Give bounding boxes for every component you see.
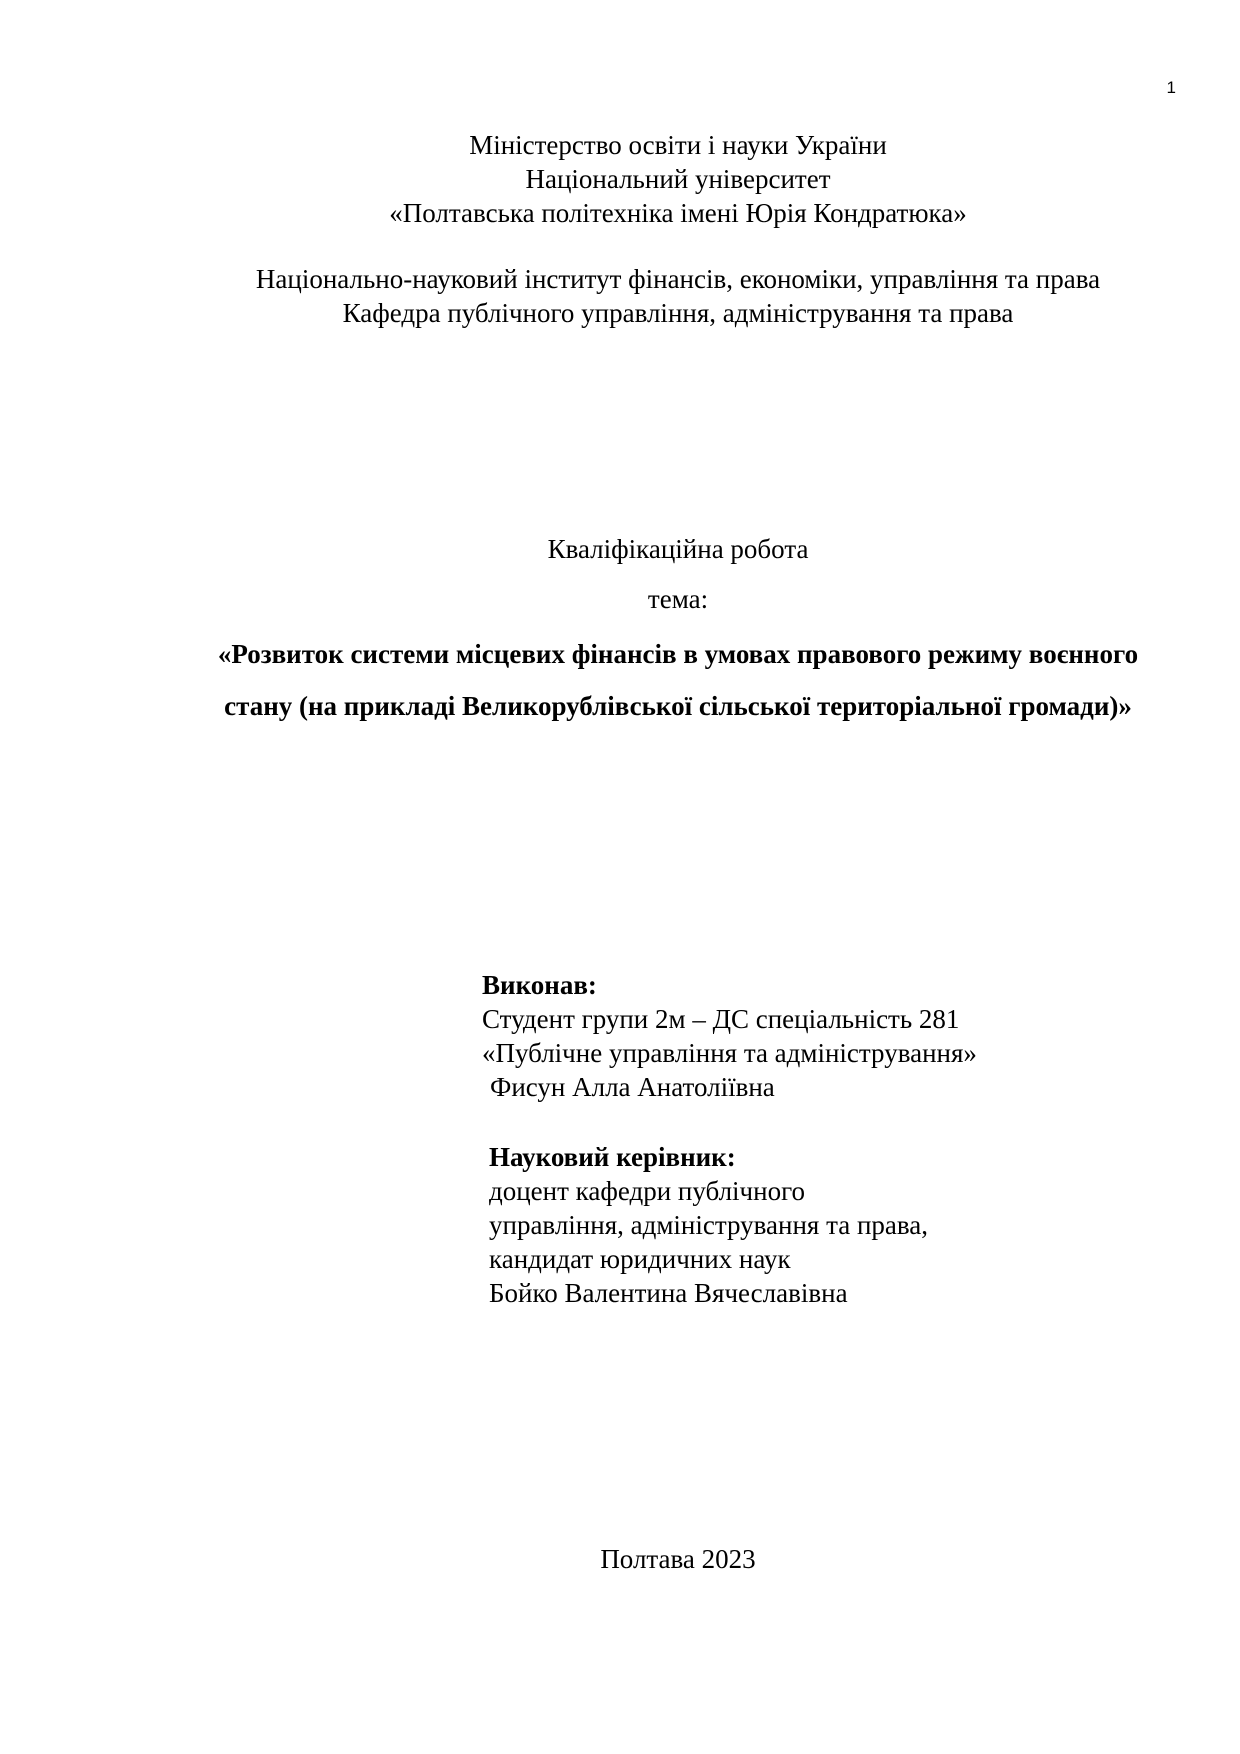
supervisor-degree: кандидат юридичних наук — [489, 1244, 791, 1274]
supervisor-name: Бойко Валентина Вячеславівна — [489, 1278, 848, 1308]
institute-name: Національно-науковий інститут фінансів, економіки, управління та права — [255, 264, 1101, 294]
supervisor-department: управління, адміністрування та права, — [489, 1210, 929, 1240]
supervisor-block — [489, 1140, 928, 1310]
city-year: Полтава 2023 — [600, 1544, 756, 1574]
institute-header — [0, 262, 1240, 330]
performer-label: Виконав: — [482, 970, 597, 1000]
department-name: Кафедра публічного управління, адміністрування та права — [342, 298, 1014, 328]
thesis-title-line1: «Розвиток системи місцевих фінансів в умовах правового режиму воєнного — [217, 639, 1139, 669]
supervisor-label: Науковий керівник: — [489, 1142, 736, 1172]
performer-name: Фисун Алла Анатоліївна — [490, 1072, 775, 1102]
theme-label: тема: — [647, 584, 709, 614]
ministry-header — [0, 128, 1240, 230]
performer-block — [482, 968, 977, 1104]
page-number: 1 — [1166, 78, 1176, 97]
performer-group: Студент групи 2м – ДС спеціальність 281 — [482, 1004, 960, 1034]
university-name-line1: Національний університет — [525, 164, 831, 194]
ministry-name: Міністерство освіти і науки України — [469, 130, 887, 160]
university-name-line2: «Полтавська політехніка імені Юрія Кондратюка» — [389, 198, 967, 228]
work-type: Кваліфікаційна робота — [547, 534, 809, 564]
thesis-title — [0, 628, 1240, 732]
thesis-title-line2: стану (на прикладі Великорублівської сільської територіальної громади)» — [224, 691, 1132, 721]
supervisor-position: доцент кафедри публічного — [489, 1176, 805, 1206]
performer-specialty: «Публічне управління та адміністрування» — [482, 1038, 977, 1068]
